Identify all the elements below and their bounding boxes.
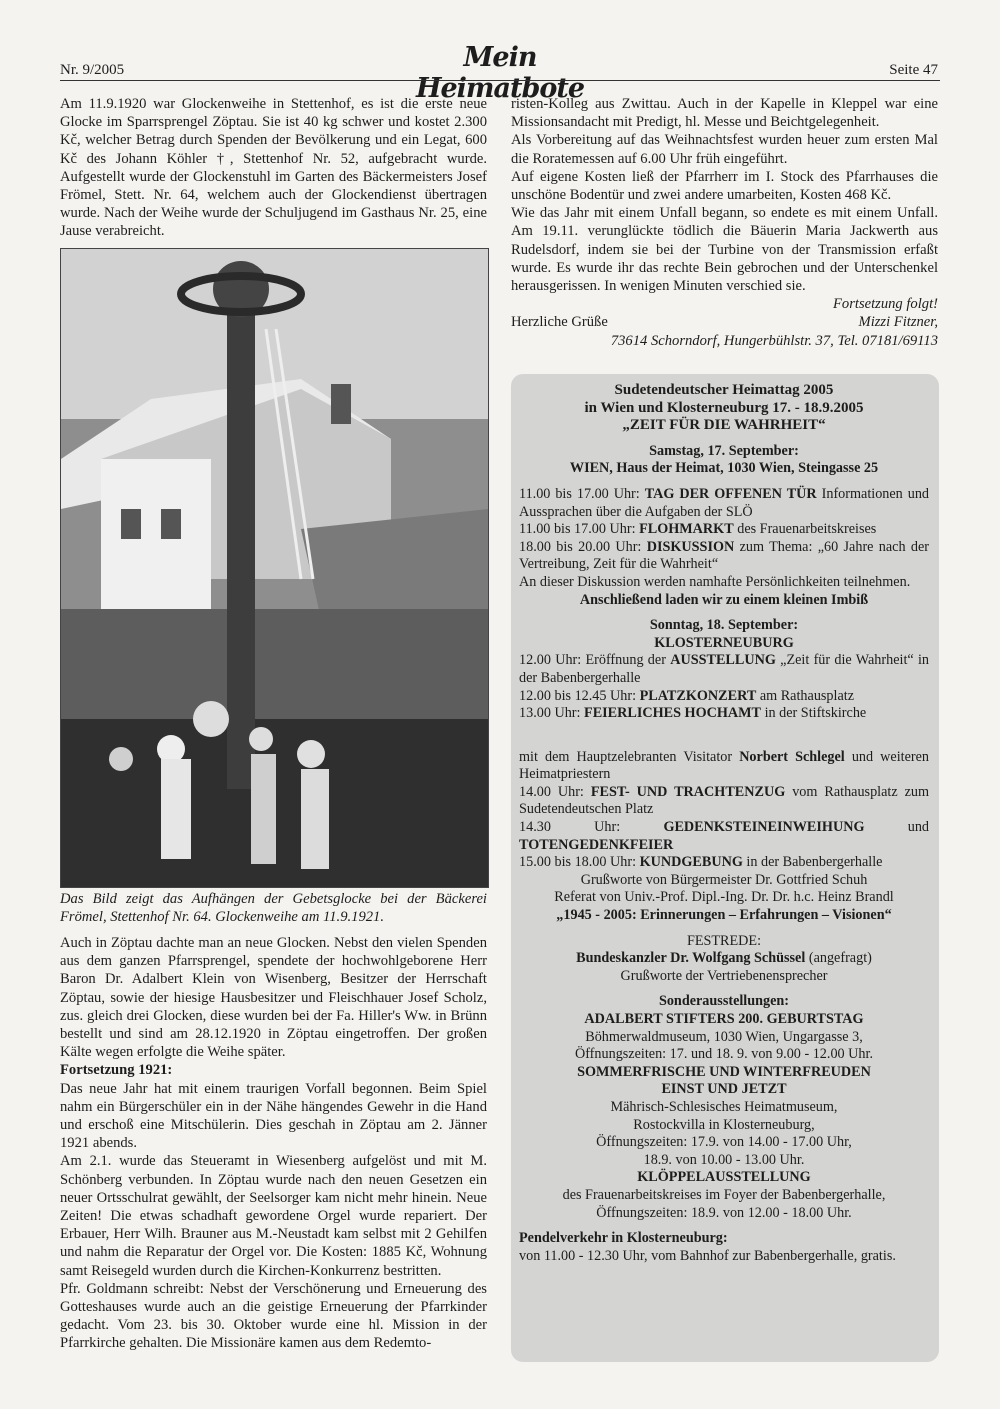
continued-note: Fortsetzung folgt!: [833, 296, 938, 313]
event-subtitle: in Wien und Klosterneuburg 17. - 18.9.2005: [584, 399, 864, 416]
paragraph: Das neue Jahr hat mit einem traurigen Vorfall begonnen. Beim Spiel nahm ein Bürgerschüler ein in der Nähe hängendes Gewehr in die Hand und erschoß eine Mitschülerin. Dies geschah in Zöptau am 2. Jänner 1921 abends.: [60, 1080, 487, 1152]
greeting: Herzliche Grüße: [511, 314, 608, 331]
imbiss-note: Anschließend laden wir zu einem kleinen Imbiß: [579, 591, 869, 608]
greeting-line: Grußworte der Vertriebenensprecher: [620, 967, 828, 984]
paragraph: Auf eigene Kosten ließ der Pfarrherr im I. Stock des Pfarrhauses die unschöne Bodentür und zwei andere umarbeiten, Kosten 468 Kč.: [511, 168, 938, 204]
paragraph: Am 2.1. wurde das Steueramt in Wiesenberg aufgelöst und mit M. Schönberg verbunden. In Zöptau wurde nach den neuen Gesetzen ein neuer Ortsschulrat gewählt, der Seelsorger kam nicht mehr hinein. Neue Zeiten! Die etwas schadhaft gewordene Orgel wurde repariert. Der Erbauer, Herr Wilh. Brauner aus M.-Neustadt kam selbst mit 2 Gehilfen und nahm die Reparatur der Orgel vor. Die Kosten: 1885 Kč, Wohnung samt Reisegeld wurden durch die Kirchen-Konkurrenz bestritten.: [60, 1153, 487, 1279]
schedule-item: 12.00 bis 12.45 Uhr: PLATZKONZERT am Rathausplatz: [519, 687, 855, 704]
schedule-item: 12.00 Uhr: Eröffnung der AUSSTELLUNG „Zeit für die Wahrheit“ in der Babenbergerhalle: [519, 652, 929, 686]
exhibitions-heading: Sonderausstellungen:: [658, 993, 790, 1010]
event-motto: „ZEIT FÜR DIE WAHRHEIT“: [622, 417, 826, 434]
page-header: [0, 0, 1000, 104]
day2-location: KLOSTERNEUBURG: [654, 634, 794, 651]
paragraph: Pfr. Goldmann schreibt: Nebst der Verschönerung und Erneuerung des Gotteshauses wurde auch an die geistige Erneuerung der Pfarrkinder gedacht. Vom 23. bis 30. Oktober wurde eine hl. Mission in der Pfarrkirche gehalten. Die Missionäre kamen aus dem Redemto-: [60, 1280, 487, 1352]
schedule-item: 11.00 bis 17.00 Uhr: FLOHMARKT des Frauenarbeitskreises: [519, 521, 877, 538]
day1-location: WIEN, Haus der Heimat, 1030 Wien, Steingasse 25: [569, 460, 879, 477]
paragraph: Wie das Jahr mit einem Unfall begann, so endete es mit einem Unfall. Am 19.11. verunglückte tödlich die Bäuerin Maria Jackwerth aus Rudelsdorf, indem sie bei der Turbine von der Transmission erfaßt wurde. Es wurde ihr das rechte Bein gebrochen und der Unterschenkel herausgerissen. In wenigen Minuten verschied sie.: [511, 205, 938, 295]
issue-number: Nr. 9/2005: [60, 62, 125, 78]
schedule-item: 11.00 bis 17.00 Uhr: TAG DER OFFENEN TÜR Informationen und Aussprachen über die Aufgaben der SLÖ: [519, 485, 930, 520]
schedule-item: mit dem Hauptzelebranten Visitator Norbert Schlegel und weiteren Heimatpriestern: [519, 748, 929, 783]
left-column-top: [60, 95, 487, 241]
exhibition-line: des Frauenarbeitskreises im Foyer der Babenbergerhalle,: [562, 1186, 886, 1203]
exhibition-title: SOMMERFRISCHE UND WINTERFREUDEN: [577, 1063, 871, 1080]
schedule-item: 13.00 Uhr: FEIERLICHES HOCHAMT in der Stiftskirche: [519, 705, 867, 722]
author-address: 73614 Schorndorf, Hungerbühlstr. 37, Tel. 07181/69113: [610, 332, 938, 349]
greeting-line: Referat von Univ.-Prof. Dipl.-Ing. Dr. Dr. h.c. Heinz Brandl: [554, 889, 894, 906]
event-title: Sudetendeutscher Heimattag 2005: [614, 382, 834, 398]
author: Mizzi Fitzner,: [858, 314, 938, 331]
day1-heading: Samstag, 17. September:: [649, 442, 799, 459]
schedule-item: 14.30 Uhr: GEDENKSTEINEINWEIHUNG und TOTENGEDENKFEIER: [519, 819, 930, 853]
section-subheading: Fortsetzung 1921:: [60, 1062, 173, 1079]
page-number: Seite 47: [889, 62, 938, 78]
right-column-top: [511, 95, 938, 350]
exhibition-line: Mährisch-Schlesisches Heimatmuseum,: [610, 1098, 838, 1115]
historic-photo: [60, 248, 489, 888]
paragraph: Auch in Zöptau dachte man an neue Glocken. Nebst den vielen Spenden aus dem ganzen Pfarrsprengel, spendete der hochwohlgeborene Herr Baron Dr. Adalbert Klein von Wisenberg, Besitzer der Herrschaft Zöptau, sowie der hiesige Hausbesitzer und Fleischhauer Josef Scholz, zus. gleich drei Glocken, diese wurden bei der Fa. Hiller's Ww. in Brünn bestellt und sind am 28.12.1920 in Zöptau eingetroffen. Der großen Kälte wegen erfolgte die Weihe später.: [60, 935, 487, 1061]
paragraph: Als Vorbereitung auf das Weihnachtsfest wurden heuer zum ersten Mal die Roratemessen auf 6.00 Uhr früh eingeführt.: [511, 132, 938, 167]
left-column-bottom: [60, 934, 487, 1353]
newspaper-logo: Mein Heimatbote: [415, 42, 585, 104]
exhibition-line: Böhmerwaldmuseum, 1030 Wien, Ungargasse 3,: [585, 1028, 863, 1045]
header-rule: [60, 80, 940, 81]
exhibition-line: Rostockvilla in Klosterneuburg,: [633, 1116, 815, 1133]
exhibition-title: ADALBERT STIFTERS 200. GEBURTSTAG: [584, 1011, 864, 1027]
exhibition-line: 18.9. von 10.00 - 13.00 Uhr.: [643, 1151, 805, 1168]
festrede-label: FESTREDE:: [686, 932, 762, 949]
signature-line: [511, 313, 938, 331]
schedule-item: 15.00 bis 18.00 Uhr: KUNDGEBUNG in der Babenbergerhalle: [519, 854, 883, 871]
schedule-item: 14.00 Uhr: FEST- UND TRACHTENZUG vom Rathausplatz zum Sudetendeutschen Platz: [519, 783, 930, 818]
exhibition-title: EINST UND JETZT: [661, 1081, 787, 1098]
shuttle-text: von 11.00 - 12.30 Uhr, vom Bahnhof zur Babenbergerhalle, gratis.: [519, 1247, 896, 1264]
shuttle-heading: Pendelverkehr in Klosterneuburg:: [519, 1230, 728, 1247]
exhibition-line: Öffnungszeiten: 17. und 18. 9. von 9.00 - 12.00 Uhr.: [574, 1046, 874, 1063]
photo-bell-consecration-icon: [61, 249, 488, 887]
schedule-note: An dieser Diskussion werden namhafte Persönlichkeiten teilnehmen.: [519, 573, 911, 590]
exhibition-line: Öffnungszeiten: 18.9. von 12.00 - 18.00 Uhr.: [596, 1204, 852, 1221]
photo-caption: Das Bild zeigt das Aufhängen der Gebetsglocke bei der Bäckerei Frömel, Stettenhof Nr. 64. Glockenweihe am 11.9.1921.: [60, 891, 487, 925]
event-announcement-box: [511, 374, 939, 1362]
schedule-item: 18.00 bis 20.00 Uhr: DISKUSSION zum Thema: „60 Jahre nach der Vertreibung, Zeit für die Wahrheit“: [519, 538, 930, 573]
day2-heading: Sonntag, 18. September:: [649, 617, 799, 634]
paragraph: Am 11.9.1920 war Glockenweihe in Stettenhof, es ist die erste neue Glocke im Sparrsprengel Zöptau. Sie ist 40 kg schwer und kostet 2.300 Kč, welcher Betrag durch Spenden der Bevölkerung und ein Legat, 600 Kč des Johann Köhler †, Stettenhof Nr. 52, aufgebracht wurde. Aufgestellt wurde der Glockenstuhl im Garten des Bäckermeisters Josef Frömel, Stett. Nr. 64, welchem auch der Glockendienst übertragen wurde. Nach der Weihe wurde der Schuljugend im Gasthaus Nr. 25, eine Jause verabreicht.: [60, 96, 487, 240]
speaker-line: Bundeskanzler Dr. Wolfgang Schüssel (angefragt): [576, 950, 872, 967]
paragraph: risten-Kolleg aus Zwittau. Auch in der Kapelle in Kleppel war eine Missionsandacht mit Predigt, hl. Messe und Beichtgelegenheit.: [511, 96, 938, 131]
lecture-title: „1945 - 2005: Erinnerungen – Erfahrungen – Visionen“: [556, 907, 892, 924]
exhibition-title: KLÖPPELAUSSTELLUNG: [637, 1169, 811, 1186]
exhibition-line: Öffnungszeiten: 17.9. von 14.00 - 17.00 Uhr,: [596, 1134, 852, 1151]
greeting-line: Grußworte von Bürgermeister Dr. Gottfried Schuh: [580, 871, 868, 888]
